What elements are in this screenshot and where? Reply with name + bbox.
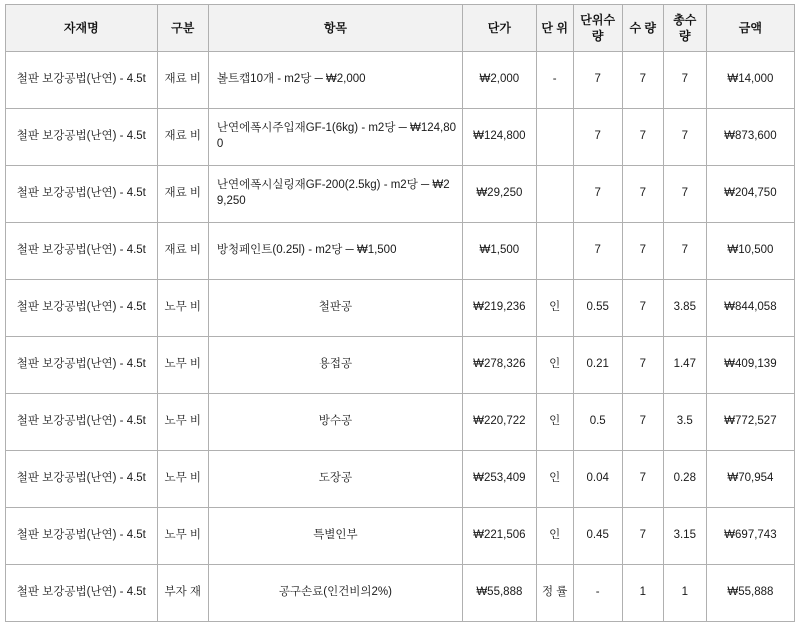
amount-cell: ₩873,600 — [706, 109, 794, 166]
unit-cell: 인 — [536, 337, 573, 394]
quantity-cell: 7 — [622, 280, 663, 337]
material-name-cell: 철판 보강공법(난연) - 4.5t — [6, 223, 158, 280]
unit-price-cell: ₩1,500 — [462, 223, 536, 280]
column-header-item: 항목 — [208, 5, 462, 52]
unit-quantity-cell: 7 — [573, 223, 622, 280]
unit-cell: 정 률 — [536, 565, 573, 622]
amount-cell: ₩844,058 — [706, 280, 794, 337]
item-cell: 볼트캡10개 - m2당 ─ ₩2,000 — [208, 52, 462, 109]
table-row — [6, 109, 795, 166]
division-cell: 재료 비 — [157, 52, 208, 109]
table-row — [6, 394, 795, 451]
item-cell: 방수공 — [208, 394, 462, 451]
unit-cell: 인 — [536, 280, 573, 337]
table-row — [6, 451, 795, 508]
division-cell: 부자 재 — [157, 565, 208, 622]
total-quantity-cell: 3.15 — [663, 508, 706, 565]
unit-cell: 인 — [536, 451, 573, 508]
unit-cell: 인 — [536, 508, 573, 565]
unit-price-cell: ₩55,888 — [462, 565, 536, 622]
column-header-material-name: 자재명 — [6, 5, 158, 52]
quantity-cell: 7 — [622, 223, 663, 280]
quantity-cell: 7 — [622, 508, 663, 565]
unit-cell: - — [536, 52, 573, 109]
amount-cell: ₩10,500 — [706, 223, 794, 280]
unit-quantity-cell: 0.55 — [573, 280, 622, 337]
division-cell: 노무 비 — [157, 337, 208, 394]
table-header — [6, 5, 795, 52]
material-name-cell: 철판 보강공법(난연) - 4.5t — [6, 394, 158, 451]
table-row — [6, 565, 795, 622]
amount-cell: ₩772,527 — [706, 394, 794, 451]
quantity-cell: 7 — [622, 394, 663, 451]
item-cell: 철판공 — [208, 280, 462, 337]
division-cell: 재료 비 — [157, 223, 208, 280]
division-cell: 노무 비 — [157, 394, 208, 451]
table-row — [6, 52, 795, 109]
unit-price-cell: ₩29,250 — [462, 166, 536, 223]
amount-cell: ₩697,743 — [706, 508, 794, 565]
division-cell: 노무 비 — [157, 451, 208, 508]
item-cell: 난연에폭시실링재GF-200(2.5kg) - m2당 ─ ₩29,250 — [208, 166, 462, 223]
column-header-amount: 금액 — [706, 5, 794, 52]
unit-quantity-cell: 0.5 — [573, 394, 622, 451]
cost-breakdown-table — [5, 4, 795, 622]
item-cell: 공구손료(인건비의2%) — [208, 565, 462, 622]
unit-cell — [536, 109, 573, 166]
unit-cell — [536, 166, 573, 223]
table-row — [6, 166, 795, 223]
item-cell: 난연에폭시주입재GF-1(6kg) - m2당 ─ ₩124,800 — [208, 109, 462, 166]
unit-quantity-cell: 7 — [573, 166, 622, 223]
unit-price-cell: ₩253,409 — [462, 451, 536, 508]
quantity-cell: 7 — [622, 166, 663, 223]
unit-price-cell: ₩220,722 — [462, 394, 536, 451]
total-quantity-cell: 3.85 — [663, 280, 706, 337]
division-cell: 재료 비 — [157, 166, 208, 223]
item-cell: 방청페인트(0.25l) - m2당 ─ ₩1,500 — [208, 223, 462, 280]
division-cell: 재료 비 — [157, 109, 208, 166]
column-header-unit: 단 위 — [536, 5, 573, 52]
total-quantity-cell: 1 — [663, 565, 706, 622]
table-row — [6, 223, 795, 280]
division-cell: 노무 비 — [157, 508, 208, 565]
unit-quantity-cell: 0.21 — [573, 337, 622, 394]
total-quantity-cell: 7 — [663, 109, 706, 166]
total-quantity-cell: 3.5 — [663, 394, 706, 451]
unit-price-cell: ₩124,800 — [462, 109, 536, 166]
column-header-quantity: 수 량 — [622, 5, 663, 52]
unit-cell: 인 — [536, 394, 573, 451]
unit-price-cell: ₩278,326 — [462, 337, 536, 394]
unit-price-cell: ₩2,000 — [462, 52, 536, 109]
material-name-cell: 철판 보강공법(난연) - 4.5t — [6, 565, 158, 622]
material-name-cell: 철판 보강공법(난연) - 4.5t — [6, 337, 158, 394]
total-quantity-cell: 7 — [663, 223, 706, 280]
unit-price-cell: ₩221,506 — [462, 508, 536, 565]
material-name-cell: 철판 보강공법(난연) - 4.5t — [6, 451, 158, 508]
total-quantity-cell: 7 — [663, 52, 706, 109]
column-header-unit-price: 단가 — [462, 5, 536, 52]
material-name-cell: 철판 보강공법(난연) - 4.5t — [6, 280, 158, 337]
column-header-total-quantity: 총수 량 — [663, 5, 706, 52]
unit-cell — [536, 223, 573, 280]
amount-cell: ₩14,000 — [706, 52, 794, 109]
table-row — [6, 508, 795, 565]
quantity-cell: 7 — [622, 109, 663, 166]
unit-quantity-cell: 0.04 — [573, 451, 622, 508]
table-header-row — [6, 5, 795, 52]
quantity-cell: 7 — [622, 451, 663, 508]
unit-price-cell: ₩219,236 — [462, 280, 536, 337]
amount-cell: ₩55,888 — [706, 565, 794, 622]
amount-cell: ₩204,750 — [706, 166, 794, 223]
unit-quantity-cell: 7 — [573, 109, 622, 166]
item-cell: 특별인부 — [208, 508, 462, 565]
division-cell: 노무 비 — [157, 280, 208, 337]
unit-quantity-cell: 7 — [573, 52, 622, 109]
unit-quantity-cell: 0.45 — [573, 508, 622, 565]
column-header-division: 구분 — [157, 5, 208, 52]
table-row — [6, 280, 795, 337]
item-cell: 용접공 — [208, 337, 462, 394]
material-name-cell: 철판 보강공법(난연) - 4.5t — [6, 508, 158, 565]
material-name-cell: 철판 보강공법(난연) - 4.5t — [6, 166, 158, 223]
amount-cell: ₩70,954 — [706, 451, 794, 508]
amount-cell: ₩409,139 — [706, 337, 794, 394]
column-header-unit-quantity: 단위수 량 — [573, 5, 622, 52]
unit-quantity-cell: - — [573, 565, 622, 622]
quantity-cell: 7 — [622, 52, 663, 109]
total-quantity-cell: 0.28 — [663, 451, 706, 508]
material-name-cell: 철판 보강공법(난연) - 4.5t — [6, 109, 158, 166]
quantity-cell: 7 — [622, 337, 663, 394]
total-quantity-cell: 7 — [663, 166, 706, 223]
total-quantity-cell: 1.47 — [663, 337, 706, 394]
material-name-cell: 철판 보강공법(난연) - 4.5t — [6, 52, 158, 109]
quantity-cell: 1 — [622, 565, 663, 622]
table-body — [6, 52, 795, 622]
table-row — [6, 337, 795, 394]
item-cell: 도장공 — [208, 451, 462, 508]
